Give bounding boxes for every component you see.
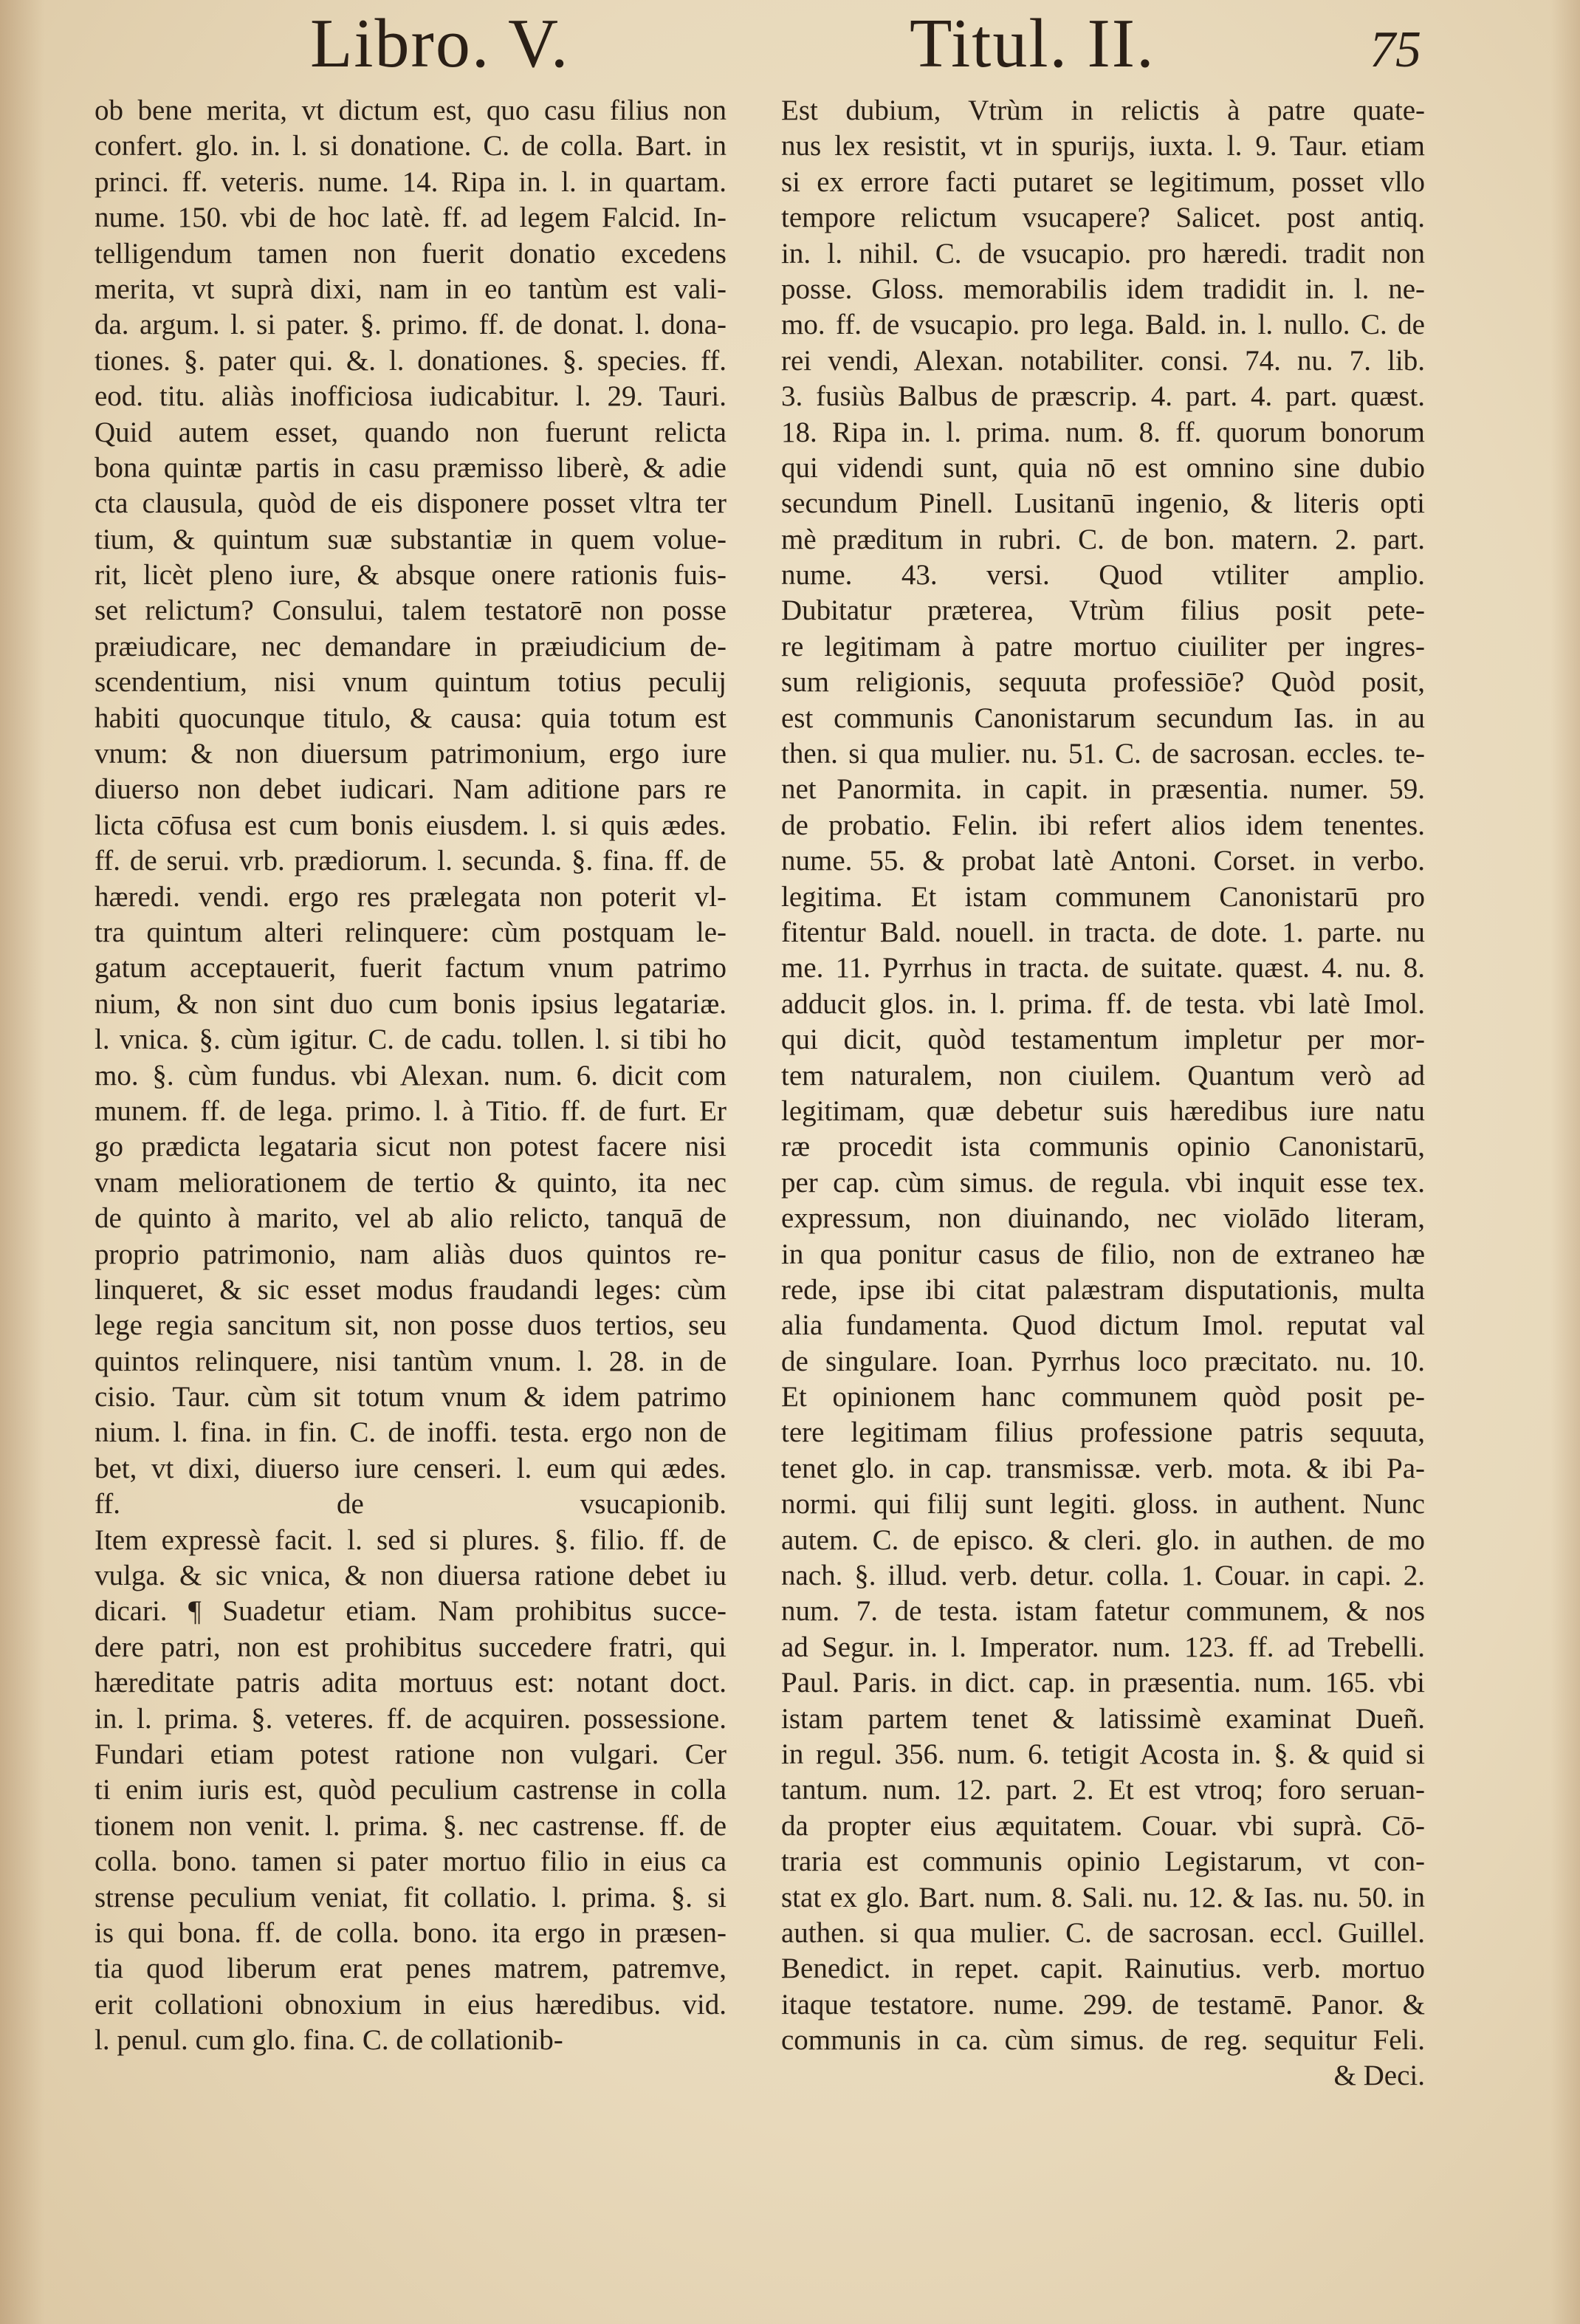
text-line: qui dicit, quòd testamentum impletur per mor-	[781, 1024, 1425, 1056]
text-line: go prædicta legataria sicut non potest facere nisi	[95, 1131, 727, 1163]
text-line: habiti quocunque titulo, & causa: quia totum est	[95, 702, 727, 734]
text-line: rede, ipse ibi citat palæstram disputationis, multa	[781, 1273, 1425, 1306]
text-line: mo. ff. de vsucapio. pro lega. Bald. in. l. nullo. C. de	[781, 309, 1425, 341]
text-line: ff. de vsucapionib.	[95, 1488, 727, 1521]
text-line: itaque testatore. nume. 299. de testamē. Panor. &	[781, 1988, 1425, 2020]
text-line: Paul. Paris. in dict. cap. in præsentia. num. 165. vbi	[781, 1667, 1425, 1699]
text-line: re legitimam à patre mortuo ciuiliter per ingres-	[781, 630, 1425, 662]
text-line: dere patri, non est prohibitus succedere fratri, qui	[95, 1631, 727, 1663]
text-line: Fundari etiam potest ratione non vulgari. Cer	[95, 1738, 727, 1770]
text-line: l. vnica. §. cùm igitur. C. de cadu. tollen. l. si tibi ho	[95, 1024, 727, 1056]
text-line: bona quintæ partis in casu præmisso liberè, & adie	[95, 451, 727, 484]
text-line: then. si qua mulier. nu. 51. C. de sacrosan. eccles. te-	[781, 738, 1425, 770]
text-line: cisio. Taur. cùm sit totum vnum & idem patrimo	[95, 1381, 727, 1413]
text-line: legitimam, quæ debetur suis hæredibus iure natu	[781, 1094, 1425, 1127]
text-line: Item expressè facit. l. sed si plures. §. filio. ff. de	[95, 1523, 727, 1556]
text-line: tenet glo. in cap. transmissæ. verb. mota. & ibi Pa-	[781, 1452, 1425, 1484]
text-line: in regul. 356. num. 6. tetigit Acosta in. §. & quid si	[781, 1738, 1425, 1770]
text-line: de singulare. Ioan. Pyrrhus loco præcitato. nu. 10.	[781, 1345, 1425, 1377]
text-line: ræ procedit ista communis opinio Canonistarū,	[781, 1131, 1425, 1163]
text-line: vulga. & sic vnica, & non diuersa ratione debet iu	[95, 1560, 727, 1592]
text-line: ff. de serui. vrb. prædiorum. l. secunda. §. fina. ff. de	[95, 845, 727, 877]
text-line: num. 7. de testa. istam fatetur communem, & nos	[781, 1595, 1425, 1628]
text-line: de probatio. Felin. ibi refert alios idem tenentes.	[781, 809, 1425, 841]
text-line: secundum Pinell. Lusitanū ingenio, & literis opti	[781, 487, 1425, 520]
text-line: nach. §. illud. verb. detur. colla. 1. Couar. in capi. 2.	[781, 1560, 1425, 1592]
running-head-book: Libro. V.	[310, 5, 570, 82]
text-line: vnum: & non diuersum patrimonium, ergo iure	[95, 738, 727, 770]
text-line: scendentium, nisi vnum quintum totius peculij	[95, 666, 727, 699]
text-line: cta clausula, quòd de eis disponere posset vltra ter	[95, 487, 727, 520]
text-line: præiudicare, nec demandare in præiudicium de-	[95, 630, 727, 662]
text-line: tere legitimam filius professione patris sequuta,	[781, 1416, 1425, 1449]
text-line: hæreditate patris adita mortuus est: notant doct.	[95, 1667, 727, 1699]
text-line: & Deci.	[1333, 2060, 1425, 2092]
text-line: fitentur Bald. nouell. in tracta. de dote. 1. parte. nu	[781, 916, 1425, 948]
text-line: is qui bona. ff. de colla. bono. ita ergo in præsen-	[95, 1916, 727, 1949]
text-line: quintos relinquere, nisi tantùm vnum. l. 28. in de	[95, 1345, 727, 1377]
text-line: de quinto à marito, vel ab alio relicto, tanquā de	[95, 1202, 727, 1235]
text-line: hæredi. vendi. ergo res prælegata non poterit vl-	[95, 880, 727, 913]
text-line: dicari. ¶ Suadetur etiam. Nam prohibitus succe-	[95, 1595, 727, 1628]
text-line: traria est communis opinio Legistarum, vt con-	[781, 1845, 1425, 1878]
text-line: nume. 150. vbi de hoc latè. ff. ad legem Falcid. In-	[95, 202, 727, 234]
text-line: confert. glo. in. l. si donatione. C. de colla. Bart. in	[95, 130, 727, 162]
text-line: ti enim iuris est, quòd peculium castrense in colla	[95, 1774, 727, 1806]
text-line: proprio patrimonio, nam aliàs duos quintos re-	[95, 1238, 727, 1270]
text-line: tionem non venit. l. prima. §. nec castrense. ff. de	[95, 1809, 727, 1842]
text-line: tantum. num. 12. part. 2. Et est vtroq; foro seruan-	[781, 1774, 1425, 1806]
text-line: qui videndi sunt, quia nō est omnino sine dubio	[781, 451, 1425, 484]
text-line: per cap. cùm simus. de regula. vbi inquit esse tex.	[781, 1166, 1425, 1199]
text-line: sum religionis, sequuta professiōe? Quòd posit,	[781, 666, 1425, 699]
text-line: bet, vt dixi, diuerso iure censeri. l. eum qui ædes.	[95, 1452, 727, 1484]
text-line: legitima. Et istam communem Canonistarū pro	[781, 880, 1425, 913]
text-line: net Panormita. in capit. in præsentia. numer. 59.	[781, 773, 1425, 806]
text-line: munem. ff. de lega. primo. l. à Titio. ff. de furt. Er	[95, 1094, 727, 1127]
text-line: princi. ff. veteris. nume. 14. Ripa in. l. in quartam.	[95, 165, 727, 198]
left-text-column	[95, 93, 727, 2058]
text-line: linqueret, & sic esset modus fraudandi leges: cùm	[95, 1273, 727, 1306]
page-number: 75	[1370, 21, 1421, 78]
text-line: normi. qui filij sunt legiti. gloss. in authent. Nunc	[781, 1488, 1425, 1521]
text-line: erit collationi obnoxium in eius hæredibus. vid.	[95, 1988, 727, 2020]
text-line: da. argum. l. si pater. §. primo. ff. de donat. l. dona-	[95, 309, 727, 341]
text-line: nus lex resistit, vt in spurijs, iuxta. l. 9. Taur. etiam	[781, 130, 1425, 162]
text-line: nium, & non sint duo cum bonis ipsius legatariæ.	[95, 987, 727, 1020]
text-line: authen. si qua mulier. C. de sacrosan. eccl. Guillel.	[781, 1916, 1425, 1949]
text-line: 3. fusiùs Balbus de præscrip. 4. part. 4. part. quæst.	[781, 380, 1425, 413]
text-line: rit, licèt pleno iure, & absque onere rationis fuis-	[95, 559, 727, 592]
running-head-title: Titul. II.	[910, 5, 1155, 82]
text-line: colla. bono. tamen si pater mortuo filio in eius ca	[95, 1845, 727, 1878]
text-line: nume. 43. versi. Quod vtiliter amplio.	[781, 559, 1425, 592]
text-line: mo. §. cùm fundus. vbi Alexan. num. 6. dicit com	[95, 1059, 727, 1091]
text-line: Est dubium, Vtrùm in relictis à patre quate-	[781, 95, 1425, 126]
text-line: l. penul. cum glo. fina. C. de collationib-	[95, 2024, 563, 2057]
text-line: telligendum tamen non fuerit donatio excedens	[95, 237, 727, 270]
text-line: me. 11. Pyrrhus in tracta. de suitate. quæst. 4. nu. 8.	[781, 952, 1425, 984]
text-line: posse. Gloss. memorabilis idem tradidit in. l. ne-	[781, 272, 1425, 305]
text-line: autem. C. de episco. & cleri. glo. in authen. de mo	[781, 1523, 1425, 1556]
text-line: expressum, non diuinando, nec violādo literam,	[781, 1202, 1425, 1235]
text-line: eod. titu. aliàs inofficiosa iudicabitur. l. 29. Tauri.	[95, 380, 727, 413]
text-line: stat ex glo. Bart. num. 8. Sali. nu. 12. & Ias. nu. 50. in	[781, 1881, 1425, 1913]
text-line: tempore relictum vsucapere? Salicet. post antiq.	[781, 202, 1425, 234]
text-line: in. l. nihil. C. de vsucapio. pro hæredi. tradit non	[781, 237, 1425, 270]
text-line: tra quintum alteri relinquere: cùm postquam le-	[95, 916, 727, 948]
page-edge-shadow-left	[0, 0, 44, 2324]
text-line: istam partem tenet & latissimè examinat Dueñ.	[781, 1702, 1425, 1735]
text-line: Et opinionem hanc communem quòd posit pe-	[781, 1381, 1425, 1413]
text-line: merita, vt suprà dixi, nam in eo tantùm est vali-	[95, 272, 727, 305]
text-line: diuerso non debet iudicari. Nam aditione pars re	[95, 773, 727, 806]
text-line: communis in ca. cùm simus. de reg. sequitur Feli.	[781, 2024, 1425, 2057]
text-line: rei vendi, Alexan. notabiliter. consi. 74. nu. 7. lib.	[781, 344, 1425, 377]
text-line: in. l. prima. §. veteres. ff. de acquiren. possessione.	[95, 1702, 727, 1735]
text-line: tia quod liberum erat penes matrem, patremve,	[95, 1953, 727, 1985]
text-line: Quid autem esset, quando non fuerunt relicta	[95, 416, 727, 448]
text-line: est communis Canonistarum secundum Ias. in au	[781, 702, 1425, 734]
text-line: nium. l. fina. in fin. C. de inoffi. testa. ergo non de	[95, 1416, 727, 1449]
text-line: lege regia sancitum sit, non posse duos tertios, seu	[95, 1309, 727, 1342]
text-line: tem naturalem, non ciuilem. Quantum verò ad	[781, 1059, 1425, 1091]
text-line: Dubitatur præterea, Vtrùm filius posit pete-	[781, 594, 1425, 627]
text-line: ob bene merita, vt dictum est, quo casu filius non	[95, 95, 727, 126]
page-edge-shadow-right	[1550, 0, 1580, 2324]
text-line: set relictum? Consului, talem testatorē non posse	[95, 594, 727, 627]
text-line: Benedict. in repet. capit. Rainutius. verb. mortuo	[781, 1953, 1425, 1985]
text-line: alia fundamenta. Quod dictum Imol. reputat val	[781, 1309, 1425, 1342]
text-line: licta cōfusa est cum bonis eiusdem. l. si quis ædes.	[95, 809, 727, 841]
text-line: mè præditum in rubri. C. de bon. matern. 2. part.	[781, 523, 1425, 555]
text-line: nume. 55. & probat latè Antoni. Corset. in verbo.	[781, 845, 1425, 877]
right-text-column	[781, 93, 1425, 2094]
text-line: si ex errore facti putaret se legitimum, posset vllo	[781, 165, 1425, 198]
text-line: adducit glos. in. l. prima. ff. de testa. vbi latè Imol.	[781, 987, 1425, 1020]
text-line: tiones. §. pater qui. &. l. donationes. §. species. ff.	[95, 344, 727, 377]
text-line: gatum acceptauerit, fuerit factum vnum patrimo	[95, 952, 727, 984]
text-line: da propter eius æquitatem. Couar. vbi suprà. Cō-	[781, 1809, 1425, 1842]
text-line: ad Segur. in. l. Imperator. num. 123. ff. ad Trebelli.	[781, 1631, 1425, 1663]
text-line: vnam meliorationem de tertio & quinto, ita nec	[95, 1166, 727, 1199]
text-line: in qua ponitur casus de filio, non de extraneo hæ	[781, 1238, 1425, 1270]
text-line: 18. Ripa in. l. prima. num. 8. ff. quorum bonorum	[781, 416, 1425, 448]
text-line: tium, & quintum suæ substantiæ in quem volue-	[95, 523, 727, 555]
text-line: strense peculium veniat, fit collatio. l. prima. §. si	[95, 1881, 727, 1913]
